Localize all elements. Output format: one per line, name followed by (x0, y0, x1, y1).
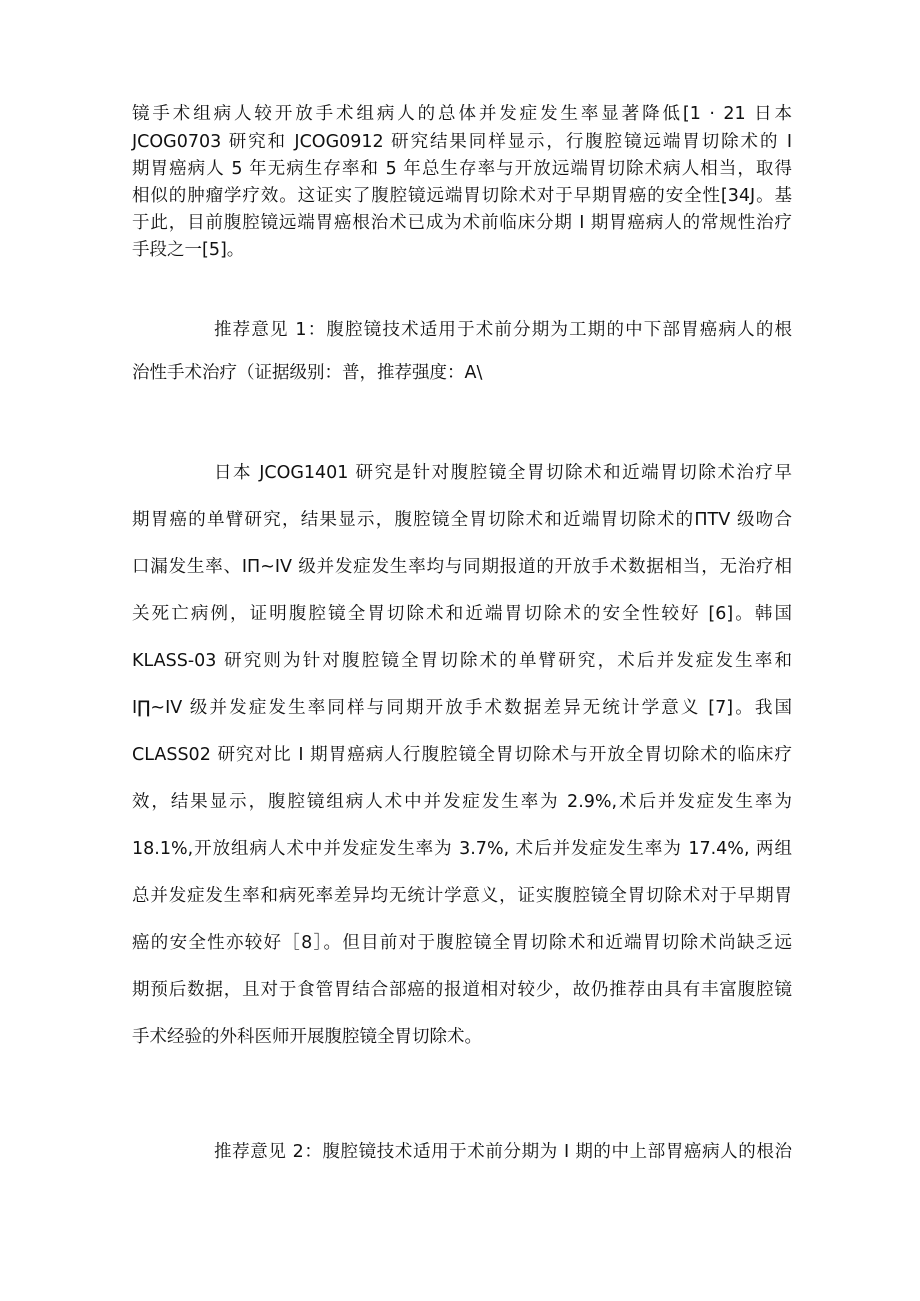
text-line: 口漏发生率、IΠ~IV 级并发症发生率均与同期报道的开放手术数据相当，无治疗相 (132, 557, 792, 577)
text-line: 关死亡病例，证明腹腔镜全胃切除术和近端胃切除术的安全性较好 [6]。韩国 (132, 604, 792, 624)
text-line: 手段之一[5]。 (132, 240, 245, 260)
text-line: 癌的安全性亦较好［8］。但目前对于腹腔镜全胃切除术和近端胃切除术尚缺乏远 (132, 933, 792, 953)
text-line: 于此，目前腹腔镜远端胃癌根治术已成为术前临床分期 I 期胃癌病人的常规性治疗 (132, 213, 792, 233)
text-line: 镜手术组病人较开放手术组病人的总体并发症发生率显著降低[1 · 21 日本 (132, 104, 792, 124)
recommendation-line: 推荐意见 1：腹腔镜技术适用于术前分期为工期的中下部胃癌病人的根 (214, 320, 792, 340)
text-line: KLASS-03 研究则为针对腹腔镜全胃切除术的单臂研究，术后并发症发生率和 (132, 651, 792, 671)
text-line: I∏~IV 级并发症发生率同样与同期开放手术数据差异无统计学意义 [7]。我国 (132, 698, 792, 718)
text-line: 18.1%,开放组病人术中并发症发生率为 3.7%, 术后并发症发生率为 17.4%, 两组 (132, 839, 792, 859)
text-line: CLASS02 研究对比 I 期胃癌病人行腹腔镜全胃切除术与开放全胃切除术的临床疗 (132, 745, 792, 765)
text-line: 效，结果显示，腹腔镜组病人术中并发症发生率为 2.9%,术后并发症发生率为 (132, 792, 792, 812)
text-line: 日本 JCOG1401 研究是针对腹腔镜全胃切除术和近端胃切除术治疗早 (214, 463, 792, 483)
text-line: 期胃癌病人 5 年无病生存率和 5 年总生存率与开放远端胃切除术病人相当，取得 (132, 159, 792, 179)
text-line: JCOG0703 研究和 JCOG0912 研究结果同样显示，行腹腔镜远端胃切除术的 I (132, 132, 792, 152)
text-line: 期预后数据，且对于食管胃结合部癌的报道相对较少，故仍推荐由具有丰富腹腔镜 (132, 980, 792, 1000)
text-line: 相似的肿瘤学疗效。这证实了腹腔镜远端胃切除术对于早期胃癌的安全性[34J。基 (132, 186, 792, 206)
text-line: 总并发症发生率和病死率差异均无统计学意义，证实腹腔镜全胃切除术对于早期胃 (132, 886, 792, 906)
text-line: 手术经验的外科医师开展腹腔镜全胃切除术。 (132, 1027, 482, 1047)
text-line: 期胃癌的单臂研究，结果显示，腹腔镜全胃切除术和近端胃切除术的ΠTV 级吻合 (132, 510, 792, 530)
recommendation-line: 推荐意见 2：腹腔镜技术适用于术前分期为 I 期的中上部胃癌病人的根治 (214, 1142, 792, 1162)
recommendation-line: 治性手术治疗（证据级别：普，推荐强度：A\ (132, 363, 483, 383)
